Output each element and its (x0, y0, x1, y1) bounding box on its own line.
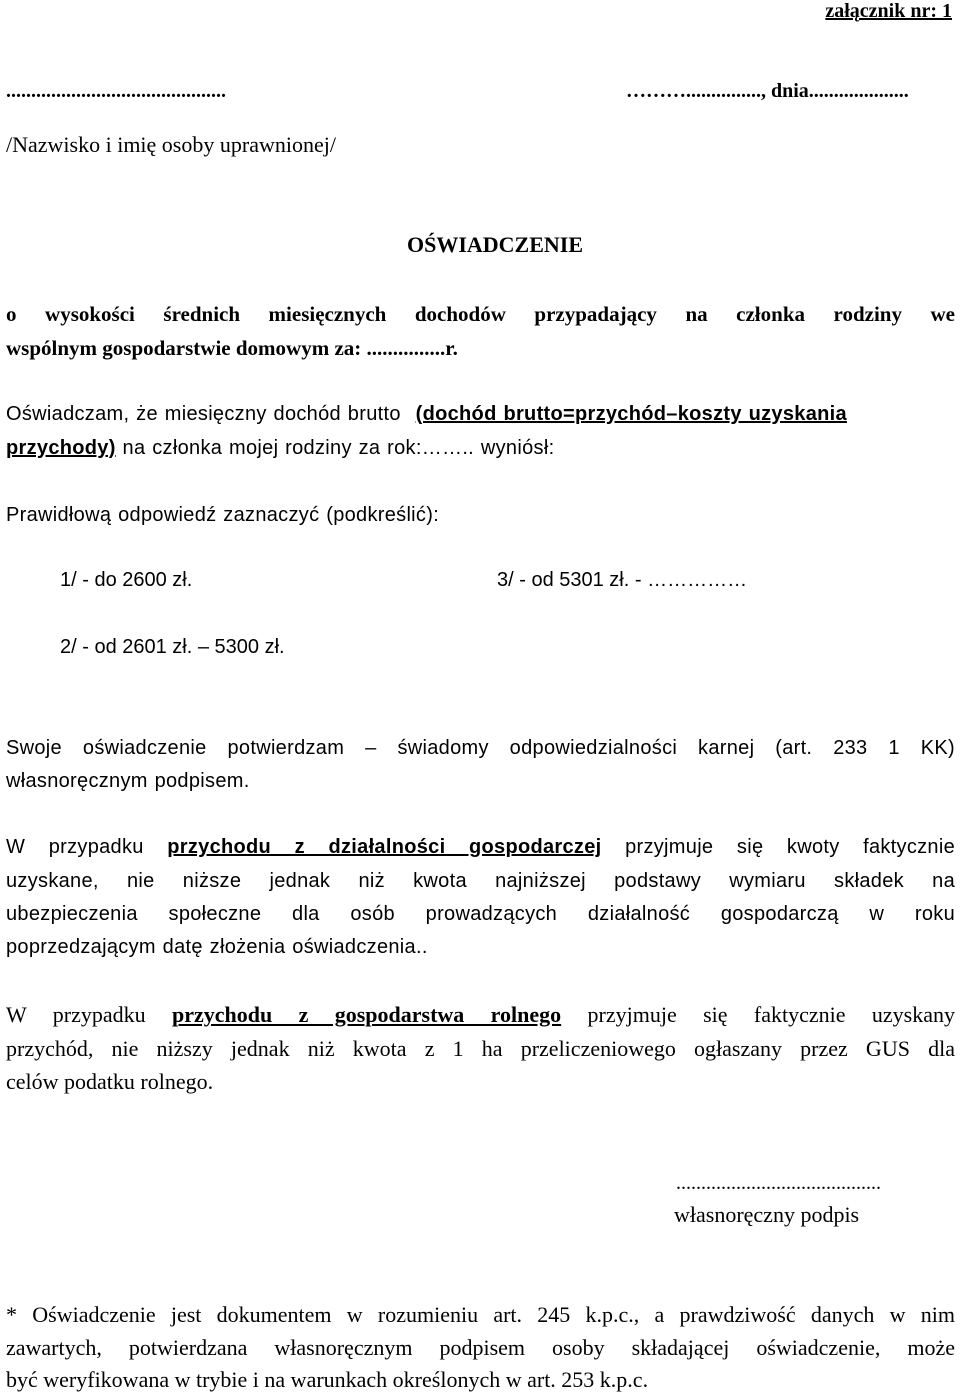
footnote-line-1: * Oświadczenie jest dokumentem w rozumieniu art. 245 k.p.c., a prawdziwość danych w nim (6, 1302, 955, 1327)
confirmation-line-1: Swoje oświadczenie potwierdzam – świadomy odpowiedzialności karnej (art. 233 1 KK) (6, 737, 955, 759)
farming-line-1 (6, 1002, 955, 1028)
option-2: 2/ - od 2601 zł. – 5300 zł. (60, 636, 285, 658)
farming-line-3: celów podatku rolnego. (6, 1069, 214, 1094)
option-3: 3/ - od 5301 zł. - …………… (497, 569, 748, 591)
farming-income-term: przychodu z gospodarstwa rolnego (171, 1002, 562, 1027)
declaration-text: Oświadczam, że miesięczny dochód brutto (6, 403, 401, 425)
footnote-line-2: zawartych, potwierdzana własnoręcznym podpisem osoby składającej oświadczenie, może (6, 1335, 955, 1360)
declaration-line-2 (6, 437, 554, 460)
declaration-year-text: na członka mojej rodziny za rok:…….. wyniósł: (122, 437, 555, 459)
business-line-1 (6, 836, 955, 859)
signature-dots: ......................................... (676, 1172, 881, 1194)
confirmation-line-2: własnoręcznym podpisem. (6, 770, 250, 792)
income-definition-end: przychody) (6, 437, 116, 459)
footnote-line-3: być weryfikowana w trybie i na warunkach określonych w art. 253 k.p.c. (6, 1367, 649, 1392)
signature-label: własnoręczny podpis (674, 1202, 860, 1227)
business-line-4: poprzedzającym datę złożenia oświadczenia.. (6, 936, 428, 958)
business-line-3: ubezpieczenia społeczne dla osób prowadzących działalność gospodarczą w roku (6, 903, 955, 925)
place-date-field: ………..............., dnia.................... (626, 80, 909, 102)
name-placeholder-dots: ............................................ (6, 80, 226, 102)
subtitle-line-1: o wysokości średnich miesięcznych dochodów przypadający na członka rodziny we (6, 302, 955, 326)
business-line-2: uzyskane, nie niższe jednak niż kwota najniższej podstawy wymiaru składek na (6, 870, 955, 892)
declaration-line-1 (6, 403, 847, 426)
instruction: Prawidłową odpowiedź zaznaczyć (podkreślić): (6, 504, 440, 526)
farming-suffix: przyjmuje się faktycznie uzyskany (587, 1002, 955, 1027)
business-income-term: przychodu z działalności gospodarczej (167, 836, 602, 858)
name-caption: /Nazwisko i imię osoby uprawnionej/ (6, 132, 336, 157)
income-definition: (dochód brutto=przychód–koszty uzyskania (415, 403, 847, 425)
farming-line-2: przychód, nie niższy jednak niż kwota z 1 ha przeliczeniowego ogłaszany przez GUS dla (6, 1036, 955, 1061)
subtitle-line-2: wspólnym gospodarstwie domowym za: ...............r. (6, 336, 458, 360)
attachment-label: załącznik nr: 1 (825, 0, 952, 22)
document-title: OŚWIADCZENIE (406, 232, 584, 257)
option-1: 1/ - do 2600 zł. (60, 569, 193, 591)
business-suffix: przyjmuje się kwoty faktycznie (625, 836, 956, 858)
farming-prefix: W przypadku (6, 1002, 146, 1027)
business-prefix: W przypadku (6, 836, 144, 858)
